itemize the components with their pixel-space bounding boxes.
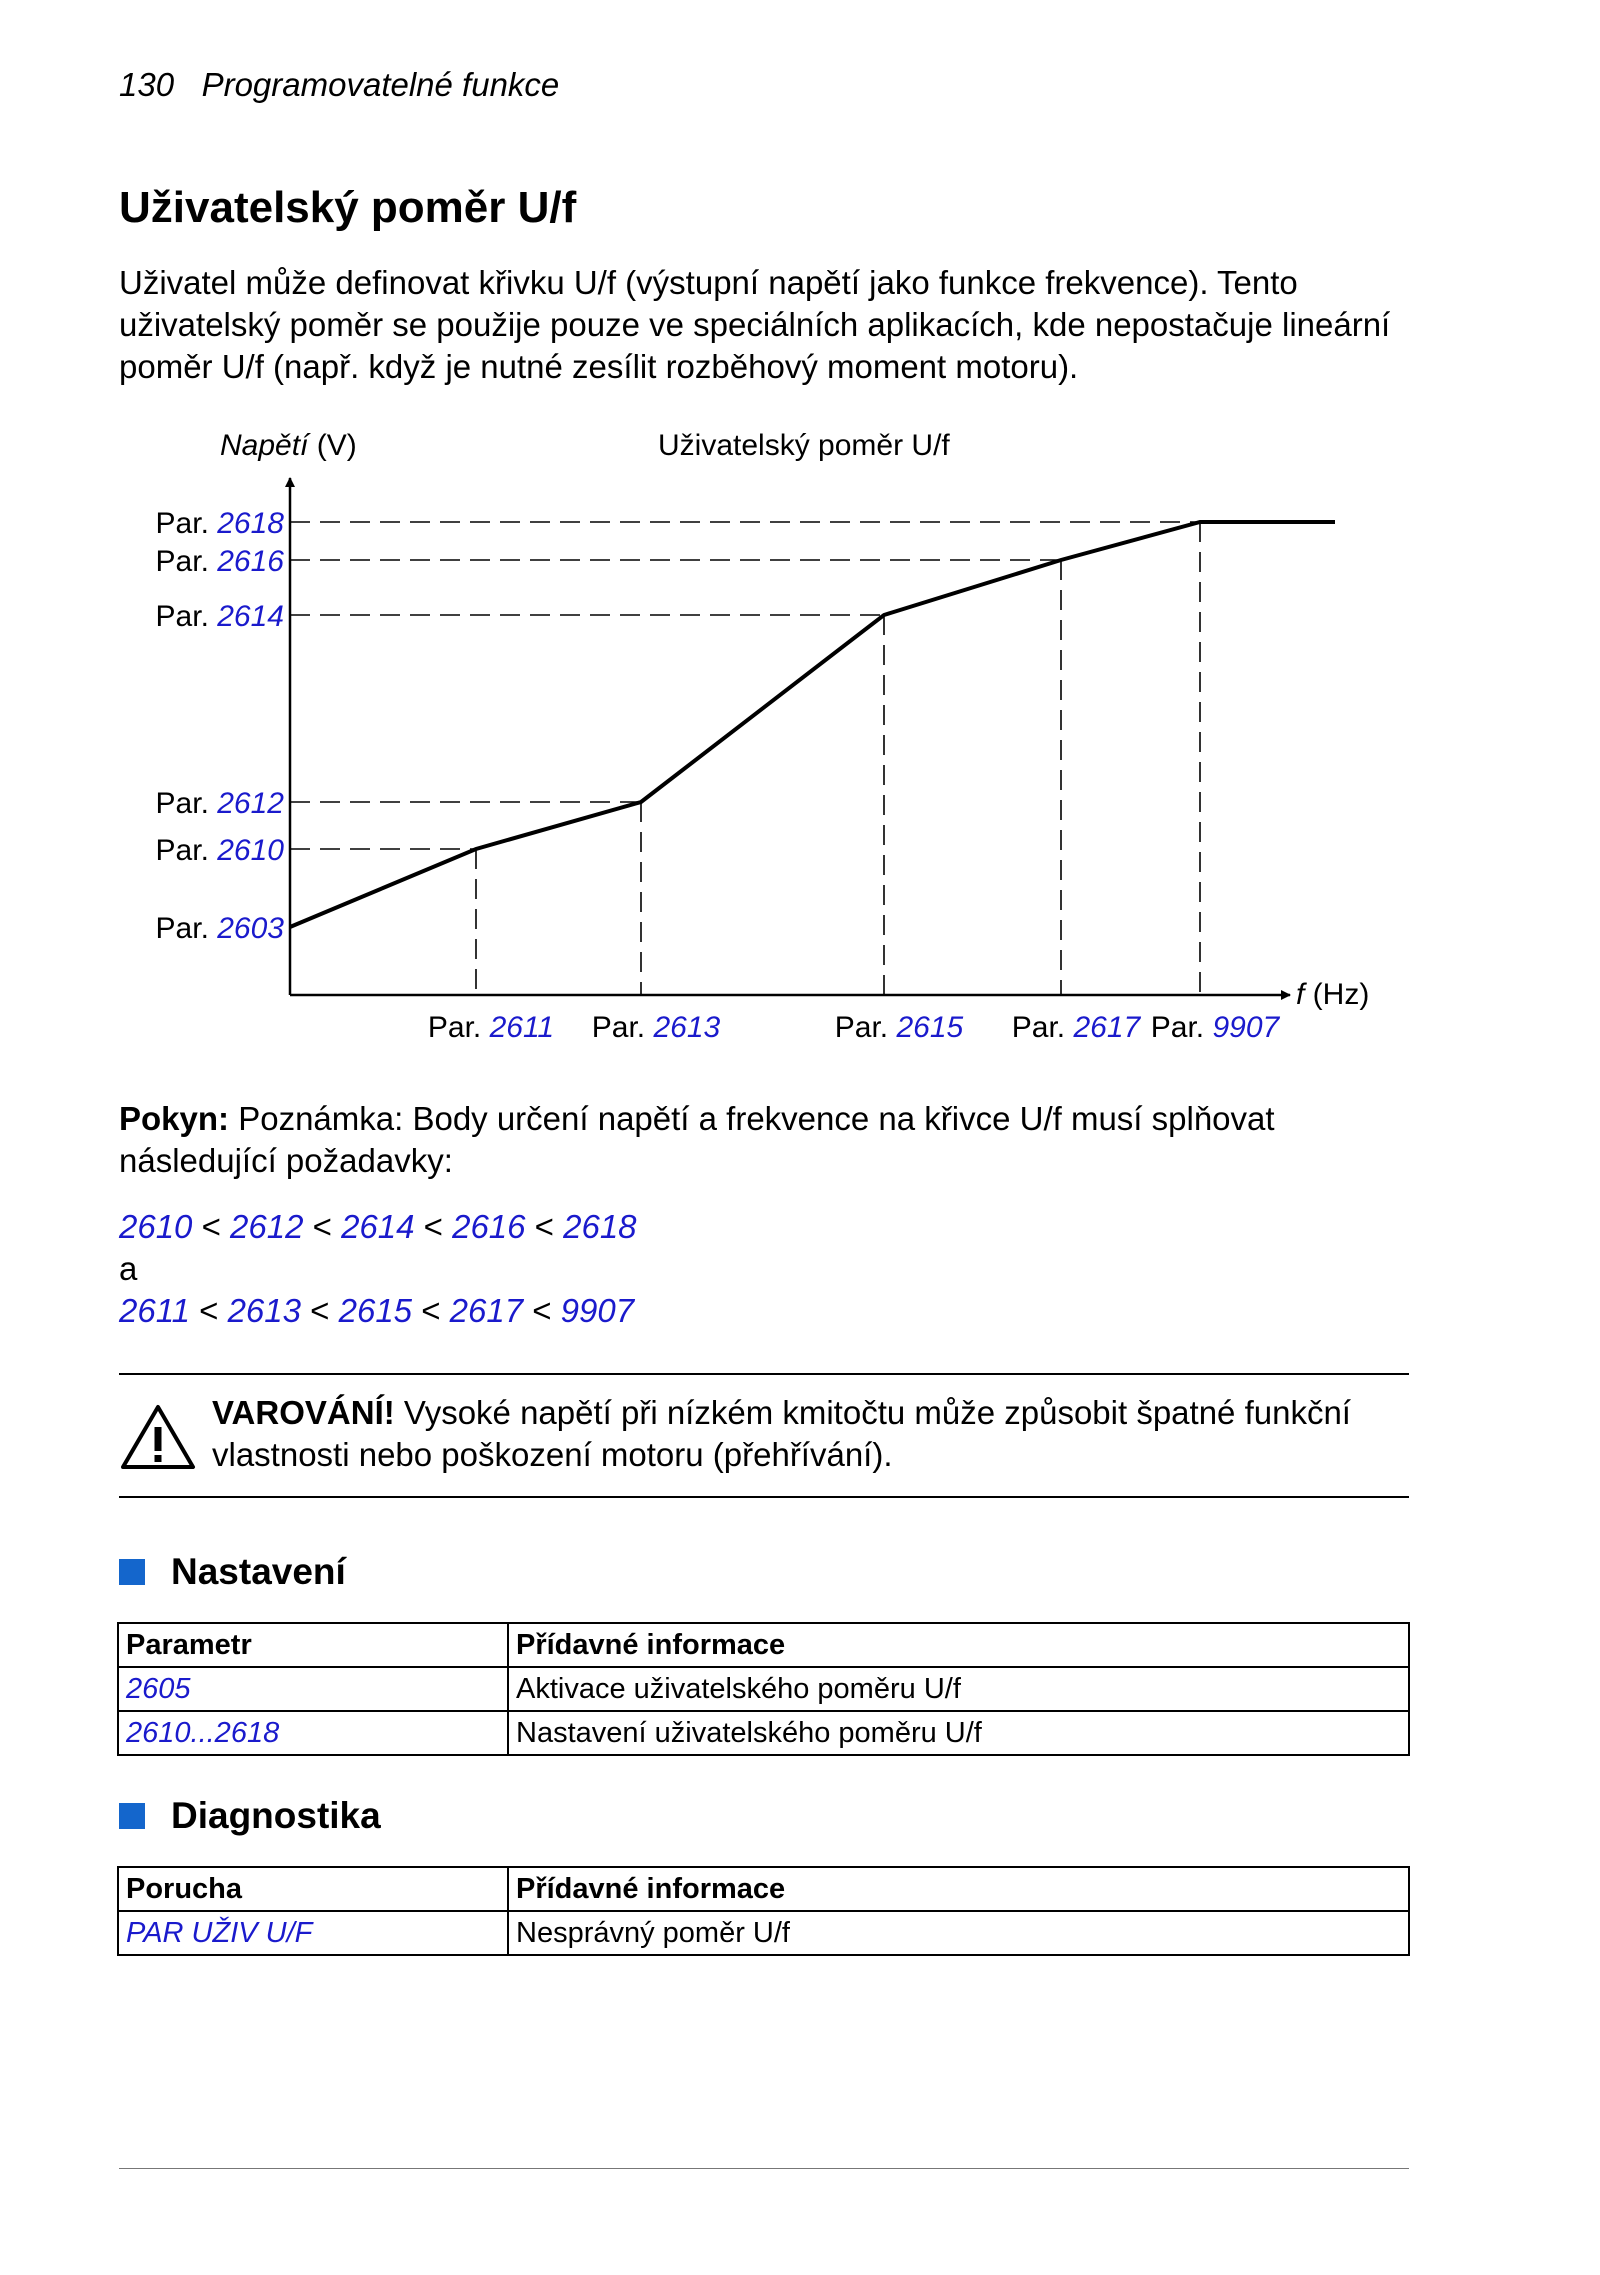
- warning-triangle-icon: [119, 1403, 197, 1471]
- warning-top-rule: [119, 1373, 1409, 1375]
- settings-heading: Nastavení: [119, 1551, 346, 1593]
- y-axis-title: Napětí (V): [220, 429, 357, 462]
- uf-curve-chart: [0, 0, 1600, 1060]
- parameter-link[interactable]: 2612: [230, 1208, 304, 1245]
- warning-label: VAROVÁNÍ!: [212, 1394, 395, 1431]
- parameter-link[interactable]: 2618: [563, 1208, 637, 1245]
- diagnostics-table: [117, 1866, 1410, 1956]
- parameter-link[interactable]: 9907: [560, 1292, 635, 1329]
- relation-and: a: [119, 1250, 138, 1287]
- table-cell: Nastavení uživatelského poměru U/f: [508, 1711, 1409, 1755]
- table-cell: Aktivace uživatelského poměru U/f: [508, 1667, 1409, 1711]
- parameter-link[interactable]: 2614: [341, 1208, 415, 1245]
- intro-paragraph: Uživatel může definovat křivku U/f (výstupní napětí jako funkce frekvence). Tento uživatelský poměr se použije pouze ve speciálních aplikacích, kde nepostačuje lineární poměr U/f (např. když je nutné zesílit rozběhový moment motoru).: [119, 264, 1391, 385]
- chart-title: Uživatelský poměr U/f: [658, 429, 950, 462]
- y-tick-label-2618: Par. 2618: [155, 507, 284, 540]
- less-than-sign: <: [414, 1208, 453, 1245]
- y-tick-label-2616: Par. 2616: [155, 545, 284, 578]
- section-name: Programovatelné funkce: [201, 66, 560, 103]
- settings-table: [117, 1622, 1410, 1756]
- table-header-row: [118, 1623, 1409, 1667]
- warning-text: [212, 1392, 1412, 1476]
- parameter-link[interactable]: 2610: [119, 1208, 193, 1245]
- voltage-order-relation: [119, 1206, 637, 1248]
- parameter-link[interactable]: 2616: [452, 1208, 526, 1245]
- parameter-link[interactable]: 2610...2618: [126, 1716, 280, 1749]
- x-tick-label-9907: Par. 9907: [1150, 1011, 1280, 1044]
- table-row: [118, 1911, 1409, 1955]
- parameter-link[interactable]: 2613: [227, 1292, 301, 1329]
- warning-bottom-rule: [119, 1496, 1409, 1498]
- parameter-link[interactable]: 2615: [338, 1292, 413, 1329]
- table-cell: Nesprávný poměr U/f: [508, 1911, 1409, 1955]
- section-bullet-icon: [119, 1559, 145, 1585]
- column-header: Přídavné informace: [508, 1867, 1409, 1911]
- less-than-sign: <: [301, 1292, 339, 1329]
- uf-curve-line: [290, 522, 1335, 927]
- x-tick-label-2615: Par. 2615: [834, 1011, 964, 1044]
- x-tick-label-2613: Par. 2613: [591, 1011, 721, 1044]
- x-tick-label-2617: Par. 2617: [1011, 1011, 1141, 1044]
- table-row: [118, 1711, 1409, 1755]
- table-row: [118, 1667, 1409, 1711]
- column-header: Přídavné informace: [508, 1623, 1409, 1667]
- x-axis-title: f (Hz): [1296, 978, 1370, 1011]
- less-than-sign: <: [192, 1208, 231, 1245]
- y-tick-label-2614: Par. 2614: [155, 600, 284, 633]
- column-header: Parametr: [118, 1623, 508, 1667]
- y-tick-label-2610: Par. 2610: [155, 834, 284, 867]
- less-than-sign: <: [303, 1208, 342, 1245]
- less-than-sign: <: [412, 1292, 450, 1329]
- page-title: Uživatelský poměr U/f: [119, 183, 577, 232]
- less-than-sign: <: [525, 1208, 564, 1245]
- diagnostics-heading: Diagnostika: [119, 1795, 381, 1837]
- frequency-order-relation: [119, 1290, 634, 1332]
- page-number: 130: [119, 66, 175, 103]
- x-tick-label-2611: Par. 2611: [427, 1011, 555, 1044]
- table-header-row: [118, 1867, 1409, 1911]
- warning-message: Vysoké napětí při nízkém kmitočtu může způsobit špatné funkční vlastnosti nebo poškození motoru (přehřívání).: [212, 1394, 1351, 1473]
- parameter-link[interactable]: 2605: [126, 1672, 191, 1705]
- footer-rule: [119, 2168, 1409, 2169]
- note-label: Pokyn:: [119, 1100, 230, 1137]
- y-tick-label-2603: Par. 2603: [155, 912, 284, 945]
- parameter-link[interactable]: 2617: [449, 1292, 524, 1329]
- column-header: Porucha: [118, 1867, 508, 1911]
- y-tick-label-2612: Par. 2612: [155, 787, 284, 820]
- note-text: Poznámka: Body určení napětí a frekvence na křivce U/f musí splňovat následující požadavky:: [119, 1100, 1275, 1179]
- note-paragraph: [119, 1098, 1419, 1182]
- less-than-sign: <: [189, 1292, 228, 1329]
- fault-link[interactable]: PAR UŽIV U/F: [126, 1916, 313, 1949]
- less-than-sign: <: [523, 1292, 561, 1329]
- parameter-link[interactable]: 2611: [119, 1292, 190, 1329]
- section-bullet-icon: [119, 1803, 145, 1829]
